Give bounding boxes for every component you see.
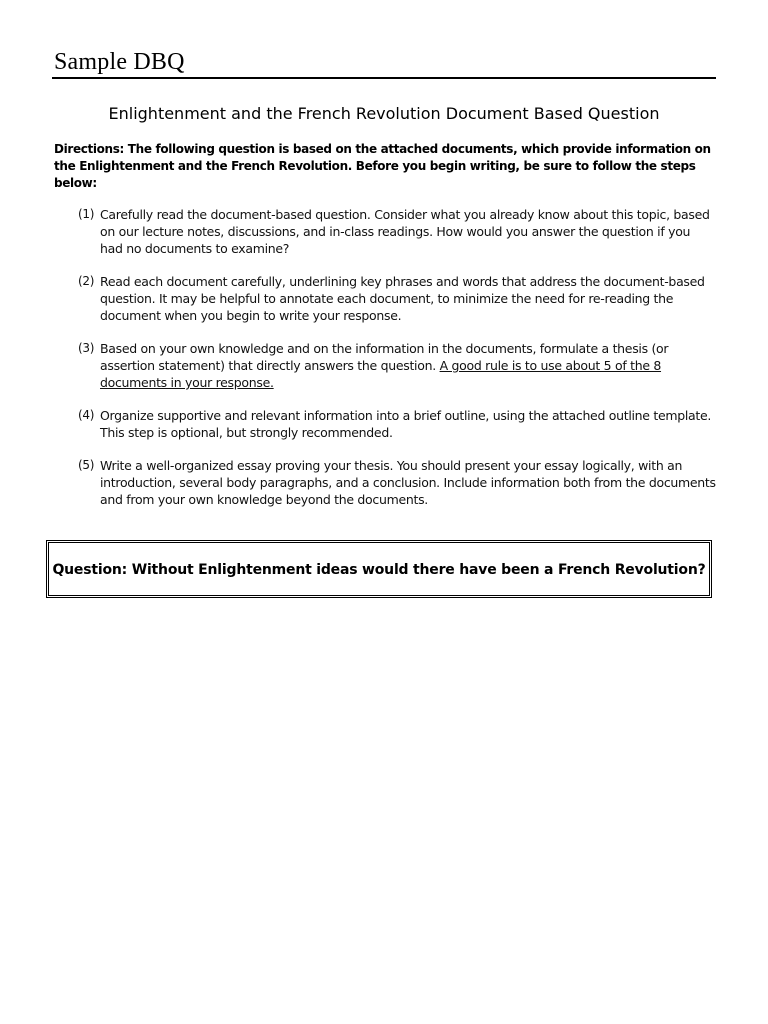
step-text: Based on your own knowledge and on the information in the documents, formulate a thesis (or assertion statement) that directly answers the question. — [100, 341, 669, 373]
directions-paragraph: Directions: The following question is based on the attached documents, which provide information on the Enlightenment and the French Revolution. Before you begin writing, be sure to follow the steps below: — [54, 142, 711, 190]
step-text: Organize supportive and relevant information into a brief outline, using the attached outline template. This step is optional, but strongly recommended. — [100, 408, 712, 440]
header-title: Sample DBQ — [54, 49, 185, 75]
steps-list — [54, 206, 716, 524]
step-number: (5) — [78, 458, 95, 472]
step-item — [54, 340, 716, 391]
step-item — [54, 457, 716, 508]
question-box — [46, 540, 712, 598]
header-divider — [52, 77, 716, 79]
step-item — [54, 273, 716, 324]
step-item — [54, 206, 716, 257]
step-text: Read each document carefully, underlining key phrases and words that address the document-based question. It may be helpful to annotate each document, to minimize the need for re-reading the document when you begin to write your response. — [100, 274, 705, 323]
step-text-container — [100, 341, 668, 390]
step-number: (2) — [78, 274, 95, 288]
document-title: Enlightenment and the French Revolution Document Based Question — [108, 104, 660, 123]
step-number: (1) — [78, 207, 95, 221]
step-item — [54, 407, 716, 441]
step-number: (4) — [78, 408, 95, 422]
step-text: Write a well-organized essay proving your thesis. You should present your essay logically, with an introduction, several body paragraphs, and a conclusion. Include information both from the documents and from your own knowledge beyond the documents. — [100, 458, 716, 507]
step-number: (3) — [78, 341, 95, 355]
step-text: Carefully read the document-based question. Consider what you already know about this topic, based on our lecture notes, discussions, and in-class readings. How would you answer the question if you had no documents to examine? — [100, 207, 710, 256]
question-text: Question: Without Enlightenment ideas would there have been a French Revolution? — [52, 562, 706, 578]
step-underlined-text: A good rule is to use about 5 of the 8 documents in your response. — [100, 358, 662, 390]
